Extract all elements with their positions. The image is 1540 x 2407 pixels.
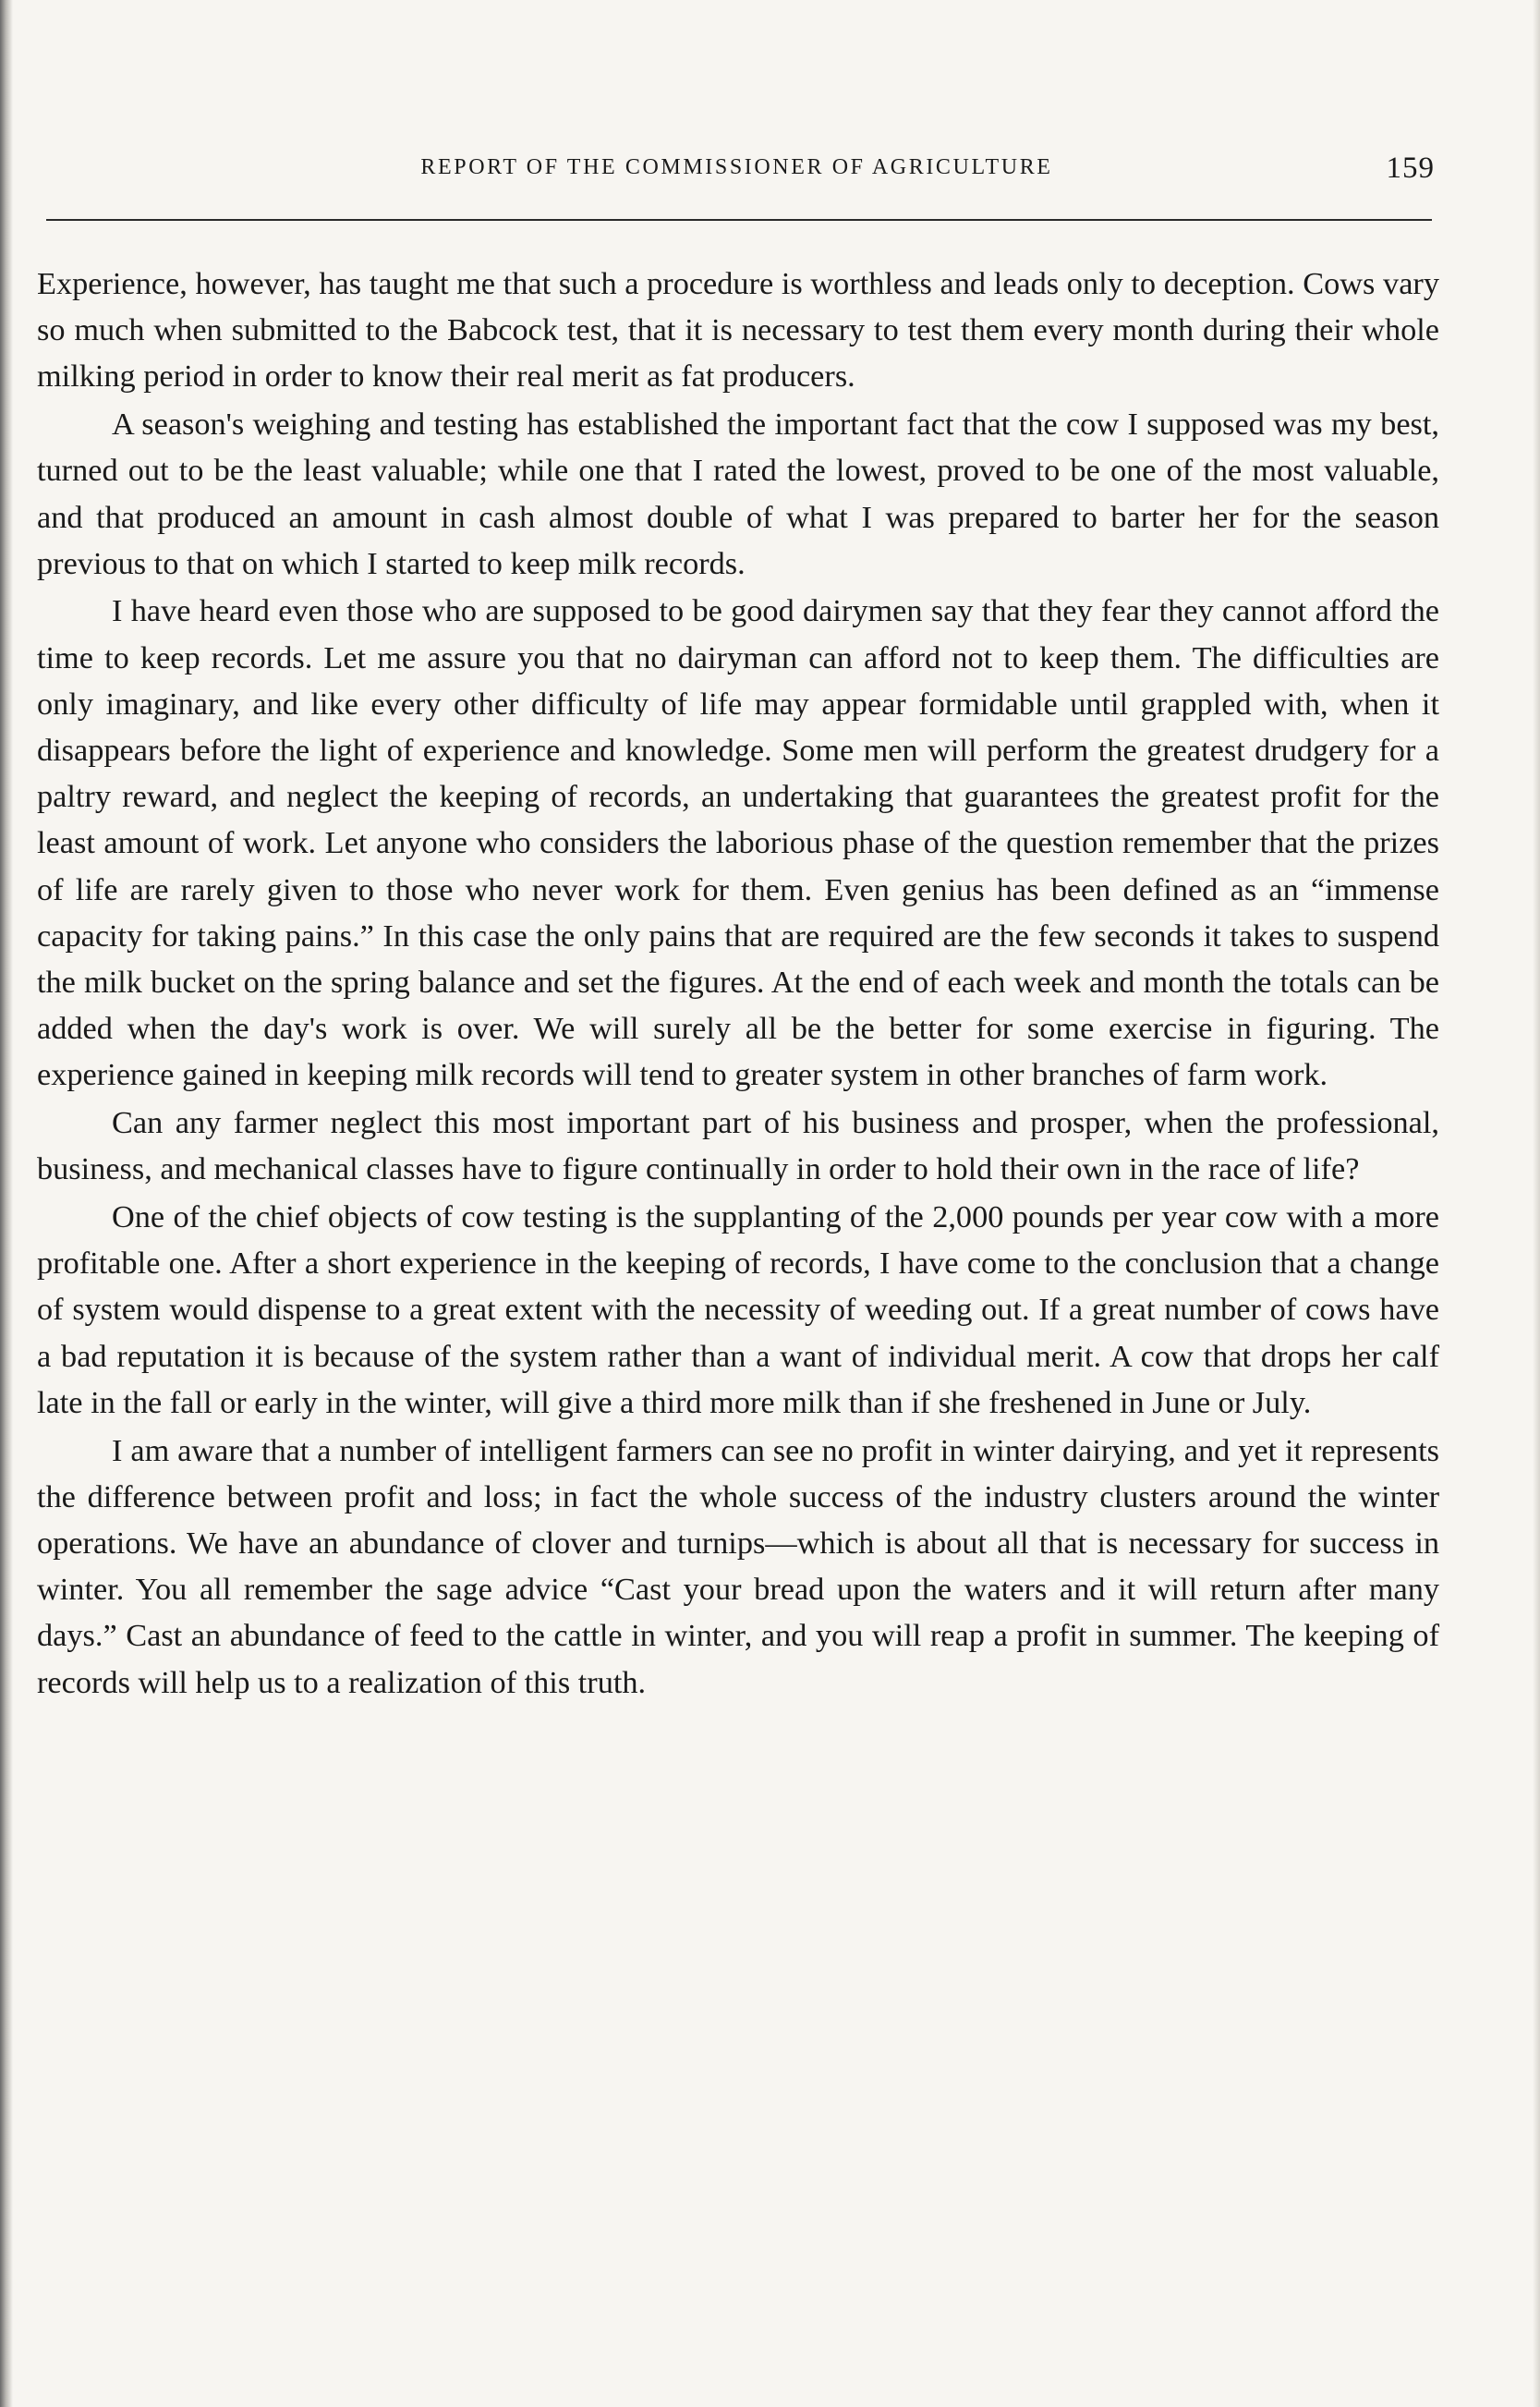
page-edge-right xyxy=(1533,0,1540,2407)
page-edge-shadow xyxy=(0,0,13,2407)
page-header xyxy=(37,152,1437,198)
page-number: 159 xyxy=(1386,152,1435,185)
paragraph: Can any farmer neglect this most important part of his business and prosper, when the professional, business, and mechanical classes have to figure continually in order to hold their own in the race of life? xyxy=(37,1105,1439,1187)
running-head: REPORT OF THE COMMISSIONER OF AGRICULTURE xyxy=(420,155,1053,179)
paragraph: I have heard even those who are supposed to be good dairymen say that they fear they cannot afford the time to keep records. Let me assure you that no dairyman can afford not to keep them. The difficulties are only imaginary, and like every other difficulty of life may appear formidable until grappled with, when it disappears before the light of experience and knowledge. Some men will perform the greatest drudgery for a paltry reward, and neglect the keeping of records, an undertaking that guarantees the greatest profit for the least amount of work. Let anyone who considers the laborious phase of the question remember that the prizes of life are rarely given to those who never work for them. Even genius has been defined as an “immense capacity for taking pains.” In this case the only pains that are required are the few seconds it takes to suspend the milk bucket on the spring balance and set the figures. At the end of each week and month the totals can be added when the day's work is over. We will surely all be the better for some exercise in figuring. The experience gained in keeping milk records will tend to greater system in other branches of farm work. xyxy=(37,593,1439,1093)
paragraph: I am aware that a number of intelligent farmers can see no profit in winter dairying, and yet it represents the difference between profit and loss; in fact the whole success of the industry clusters around the winter operations. We have an abundance of clover and turnips—which is about all that is necessary for success in winter. You all remember the sage advice “Cast your bread upon the waters and it will return after many days.” Cast an abundance of feed to the cattle in winter, and you will reap a profit in summer. The keeping of records will help us to a realization of this truth. xyxy=(37,1432,1439,1700)
paragraph: One of the chief objects of cow testing is the supplanting of the 2,000 pounds per year cow with a more profitable one. After a short experience in the keeping of records, I have come to the conclusion that a change of system would dispense to a great extent with the necessity of weeding out. If a great number of cows have a bad reputation it is because of the system rather than a want of individual merit. A cow that drops her calf late in the fall or early in the winter, will give a third more milk than if she freshened in June or July. xyxy=(37,1199,1439,1420)
header-rule xyxy=(46,219,1432,221)
paragraph: A season's weighing and testing has established the important fact that the cow I supposed was my best, turned out to be the least valuable; while one that I rated the lowest, proved to be one of the most valuable, and that produced an amount in cash almost double of what I was prepared to barter her for the season previous to that on which I started to keep milk records. xyxy=(37,407,1439,581)
body-text xyxy=(37,261,1439,1707)
paragraph: Experience, however, has taught me that such a procedure is worthless and leads only to deception. Cows vary so much when submitted to the Babcock test, that it is necessary to test them every month during their whole milking period in order to know their real merit as fat producers. xyxy=(37,266,1439,395)
